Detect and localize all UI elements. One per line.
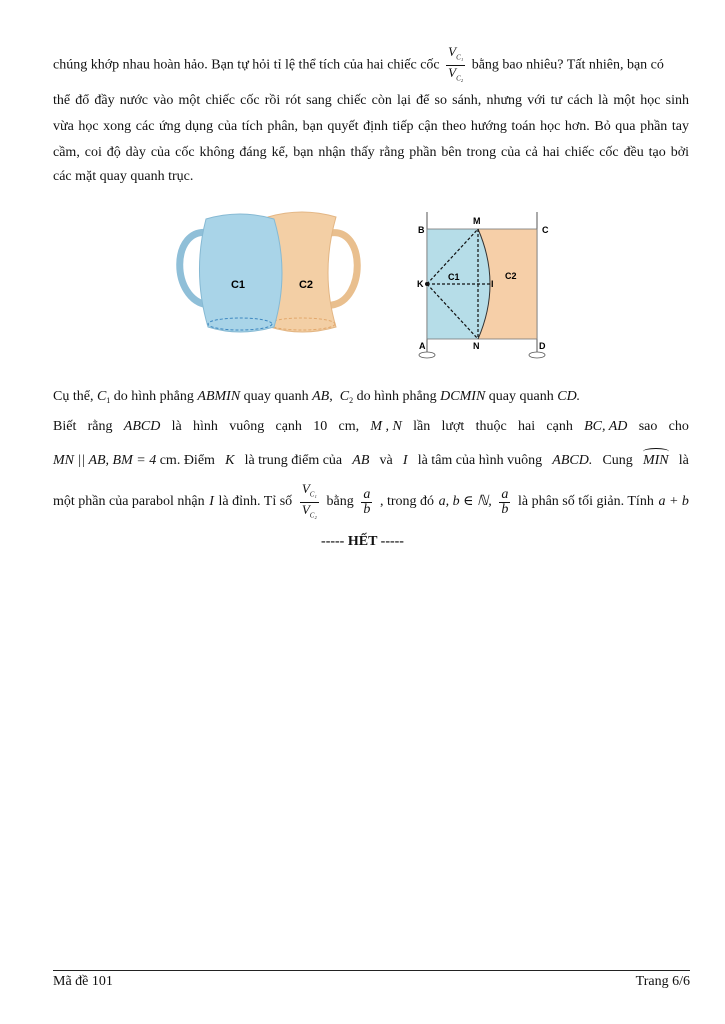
para1-line2: thể đổ đầy nước vào một chiếc cốc rồi rót sang chiếc còn lại để so sánh, nhưng với tư cách là một học sinh [53, 93, 689, 108]
footer-right: Trang 6/6 [635, 974, 690, 989]
para2-cd: CD. [557, 389, 581, 404]
word: hình [193, 419, 218, 434]
para2-ab: AB [312, 389, 330, 404]
p3-k: K [225, 453, 235, 468]
p3-text: và [379, 453, 393, 468]
p3-text: là [678, 453, 689, 468]
p3-text: là đỉnh. Tỉ số [218, 494, 293, 509]
word: cạnh [275, 419, 302, 434]
word: BC, AD [584, 419, 628, 434]
word: ABCD [123, 419, 161, 434]
cup1-body [199, 214, 282, 332]
a-plus-b: a + b [658, 494, 689, 509]
para2-text-1: Cụ thể, [53, 389, 94, 404]
para2-text-4: do hình phẳng [356, 389, 437, 404]
para1-line3: vừa học xong các ứng dụng của tích phân, bạn quyết định tiếp cận theo hướng toán học hơn. Bỏ qua phần tay [53, 119, 689, 134]
para2-text-2: do hình phẳng [113, 389, 194, 404]
para1-line1-a: chúng khớp nhau hoàn hảo. Bạn tự hỏi tỉ lệ thể tích của hai chiếc cốc [53, 57, 440, 73]
p3-i: I [402, 453, 408, 468]
word: Biết [53, 419, 77, 434]
word: cm, [338, 419, 360, 434]
word: 10 [313, 419, 328, 434]
para1-line1-b: bằng bao nhiêu? Tất nhiên, bạn có [471, 57, 664, 73]
mn-parallel-ab: MN || AB, BM = 4 [53, 453, 157, 468]
geometry-diagram [410, 212, 560, 364]
para2-abmin: ABMIN [197, 389, 241, 404]
p3-text: bằng [326, 494, 354, 509]
word: vuông [229, 419, 265, 434]
fraction-a-b-2: $\frac{a}{b}$ [501, 486, 509, 517]
label-k: K [417, 279, 424, 289]
cup2-handle [330, 233, 357, 305]
volume-ratio-fraction-2: $\frac{V_{C_1}}{V_{C_2}}$ [301, 480, 317, 520]
cups-illustration [170, 205, 370, 345]
p3-text: là trung điểm của [244, 453, 343, 468]
word: hai [518, 419, 536, 434]
word: thuộc [475, 419, 507, 434]
word: lần [413, 419, 431, 434]
word: rằng [87, 419, 113, 434]
p3-ab: AB [352, 453, 370, 468]
region1-label: C1 [448, 272, 460, 282]
label-b: B [418, 225, 425, 235]
para3-line3 [53, 482, 689, 522]
end-mark: ----- HẾT ----- [321, 534, 404, 549]
footer-rule [53, 970, 690, 971]
word: cạnh [546, 419, 573, 434]
ab-in-n: a, b ∈ ℕ, [438, 494, 492, 509]
point-k [425, 282, 429, 286]
word: sao [638, 419, 658, 434]
p3-text: , trong đó [379, 494, 435, 509]
word: cho [668, 419, 689, 434]
cup1-label: C1 [230, 279, 246, 291]
para2-text-3: quay quanh [243, 389, 309, 404]
p3-text: một phần của parabol nhận [53, 494, 205, 509]
label-a: A [419, 341, 426, 351]
label-d: D [539, 341, 546, 351]
rotation-arrow-left [419, 352, 435, 358]
region2-label: C2 [505, 271, 517, 281]
label-n: N [473, 341, 480, 351]
label-c: C [542, 225, 549, 235]
p3-text: là tâm của hình vuông [417, 453, 543, 468]
footer-left: Mã đề 101 [53, 974, 113, 989]
para1-line5: các mặt quay quanh trục. [53, 169, 194, 184]
rotation-arrow-right [529, 352, 545, 358]
p3-abcd: ABCD. [552, 453, 593, 468]
cup2-label: C2 [298, 279, 314, 291]
p3-text: Cung [602, 453, 633, 468]
para2-text-5: quay quanh [488, 389, 554, 404]
word: lượt [441, 419, 465, 434]
para1-line4: cầm, coi độ dày của cốc không đáng kể, bạn nhận thấy rằng phần bên trong của cả hai chiếc cốc đều tạo bởi [53, 145, 689, 160]
fraction-a-b: $\frac{a}{b}$ [363, 486, 371, 517]
para2-line: Cụ thể, $C_1$ do hình phẳng ABMIN quay quanh AB, $C_2$ do hình phẳng DCMIN quay quanh CD. [53, 389, 581, 405]
para3-line1 [53, 418, 689, 436]
p3-i: I [209, 494, 214, 509]
volume-ratio-fraction: $\frac{V_{C_1}}{V_{C_2}}$ [448, 44, 464, 83]
p3-text: là phân số tối giản. Tính [517, 494, 654, 509]
label-m: M [473, 216, 481, 226]
p3-text: cm. Điểm [159, 453, 215, 468]
para2-dcmin: DCMIN [440, 389, 486, 404]
para3-line2 [53, 452, 689, 470]
word: M , N [370, 419, 402, 434]
arc-min: MIN [642, 453, 669, 468]
word: là [171, 419, 182, 434]
para1-line1 [53, 45, 689, 85]
label-i: I [491, 279, 494, 289]
